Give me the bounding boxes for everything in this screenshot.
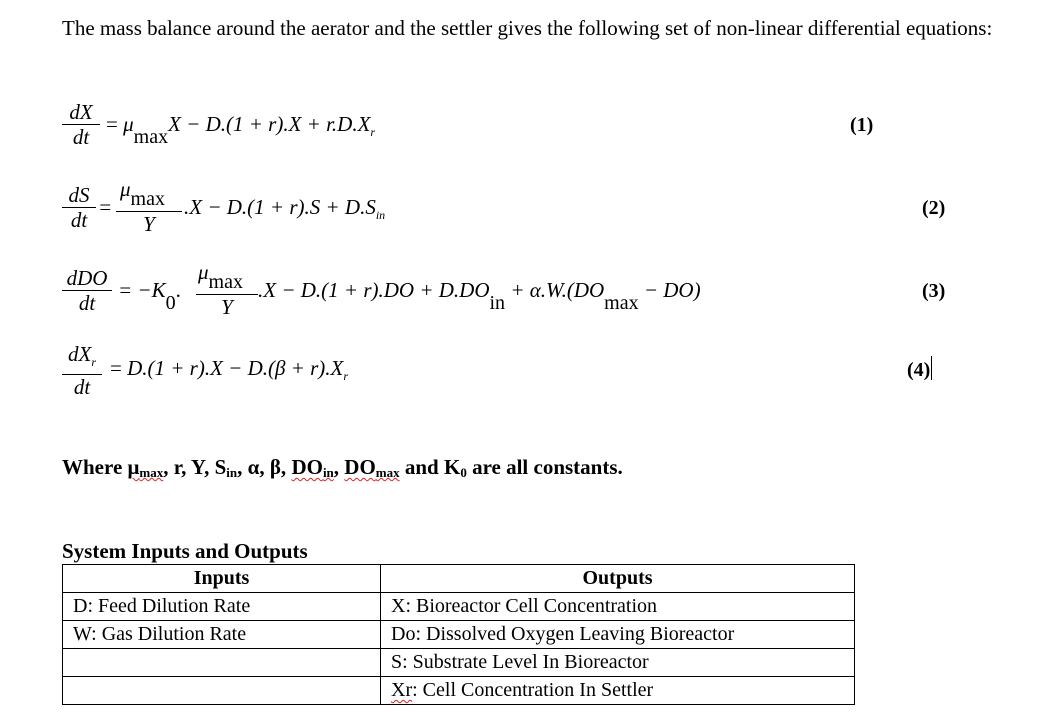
eq3-rhs-in-subscript: in [489, 292, 506, 314]
eq3-lhs-numerator: dDO [66, 266, 108, 290]
where-mu-subscript: max [139, 465, 164, 480]
eq3-rhs-max-subscript: max [604, 292, 639, 314]
where-doin: DO [291, 455, 323, 479]
eq2-number: (2) [922, 197, 946, 219]
eq3-rhs-part-c: − DO) [638, 278, 701, 302]
eq1-mu: μ [123, 112, 134, 136]
header-outputs: Outputs [381, 565, 855, 593]
table-row [63, 649, 855, 677]
eq3-lhs-fraction [62, 266, 112, 315]
eq2-mu-fraction [116, 177, 182, 236]
table-row [63, 621, 855, 649]
equation-3 [62, 260, 962, 336]
constants-statement [62, 455, 623, 481]
table-cell [63, 677, 381, 705]
eq3-mu-subscript: max [208, 271, 243, 293]
eq2-rhs [184, 195, 385, 223]
table-cell: Do: Dissolved Oxygen Leaving Bioreactor [381, 621, 855, 649]
table-cell [63, 649, 381, 677]
equation-4 [62, 342, 962, 412]
eq1-rhs-text: X − D.(1 + r).X + r.D.X [168, 112, 371, 136]
where-domax: DO [344, 455, 376, 479]
where-and-k: and K [399, 455, 461, 479]
eq4-rhs-subscript: r [343, 369, 349, 383]
table-cell: D: Feed Dilution Rate [63, 593, 381, 621]
table-cell: X: Bioreactor Cell Concentration [381, 593, 855, 621]
equation-1 [62, 100, 962, 170]
eq4-lhs-fraction [62, 342, 102, 399]
where-suffix: are all constants. [466, 455, 623, 479]
table-row [63, 593, 855, 621]
eq4-lhs-numerator-subscript: r [91, 355, 96, 369]
eq2-equals: = [98, 195, 113, 219]
eq3-rhs [258, 278, 701, 315]
eq1-mu-subscript: max [133, 126, 169, 148]
eq2-rhs-subscript: in [375, 208, 386, 222]
eq3-dot: . [175, 278, 181, 302]
eq4-rhs [110, 356, 348, 384]
eq1-lhs-fraction [62, 100, 100, 149]
equation-2 [62, 177, 962, 253]
table-cell: S: Substrate Level In Bioreactor [381, 649, 855, 677]
eq4-lhs-denominator: dt [73, 375, 91, 399]
eq2-rhs-text: .X − D.(1 + r).S + D.S [184, 195, 376, 219]
where-doin-subscript: in [322, 465, 334, 480]
eq3-k-subscript: 0 [165, 292, 176, 314]
eq2-lhs-numerator: dS [68, 183, 90, 207]
where-domax-subscript: max [375, 465, 400, 480]
eq3-k-term [118, 278, 181, 315]
eq3-lhs-denominator: dt [78, 291, 96, 315]
where-mu: μ [127, 455, 140, 479]
mu-max-term [128, 455, 164, 479]
where-comma: , [333, 455, 345, 479]
eq3-mu-denominator: Y [221, 295, 233, 319]
do-max-term [344, 455, 399, 479]
eq1-rhs-subscript: r [370, 125, 376, 139]
eq1-equals: = [106, 112, 118, 136]
xr-description: : Cell Concentration In Settler [412, 679, 654, 701]
eq2-mu-denominator: Y [143, 212, 155, 236]
table-header-row [63, 565, 855, 593]
eq4-rhs-text: D.(1 + r).X − D.(β + r).X [127, 356, 344, 380]
eq1-lhs-denominator: dt [72, 125, 90, 149]
eq3-rhs-part-b: + α.W.(DO [505, 278, 605, 302]
where-s-subscript: in [226, 465, 238, 480]
eq3-mu: μ [198, 260, 209, 284]
eq3-equals-k: = −K [118, 278, 166, 302]
inputs-outputs-table [62, 564, 855, 705]
header-inputs: Inputs [63, 565, 381, 593]
table-row [63, 677, 855, 705]
do-in-term [291, 455, 333, 479]
eq4-lhs-numerator: dX [68, 342, 92, 366]
xr-term: Xr [391, 679, 413, 701]
eq4-number [907, 356, 932, 382]
eq3-rhs-part-a: .X − D.(1 + r).DO + D.DO [258, 278, 490, 302]
where-greek: , α, β, [237, 455, 292, 479]
eq3-number: (3) [922, 280, 946, 302]
eq3-mu-fraction [196, 260, 258, 319]
eq2-mu: μ [120, 177, 131, 201]
intro-paragraph: The mass balance around the aerator and the settler gives the following set of non-linear differential equations: [62, 16, 993, 40]
where-prefix: Where [62, 455, 128, 479]
where-k-subscript: 0 [460, 465, 467, 480]
table-cell: W: Gas Dilution Rate [63, 621, 381, 649]
table-cell-settler [381, 677, 855, 705]
eq2-lhs-denominator: dt [70, 208, 88, 232]
where-mid: , r, Y, S [163, 455, 227, 479]
eq2-lhs-fraction [62, 183, 96, 232]
table-title: System Inputs and Outputs [62, 539, 308, 563]
eq1-rhs [106, 112, 375, 149]
eq1-number: (1) [850, 114, 874, 136]
eq4-equals: = [110, 356, 122, 380]
eq2-mu-subscript: max [130, 188, 165, 210]
eq1-lhs-numerator: dX [69, 100, 93, 124]
eq4-number-text: (4) [907, 359, 931, 381]
text-cursor [931, 356, 932, 380]
